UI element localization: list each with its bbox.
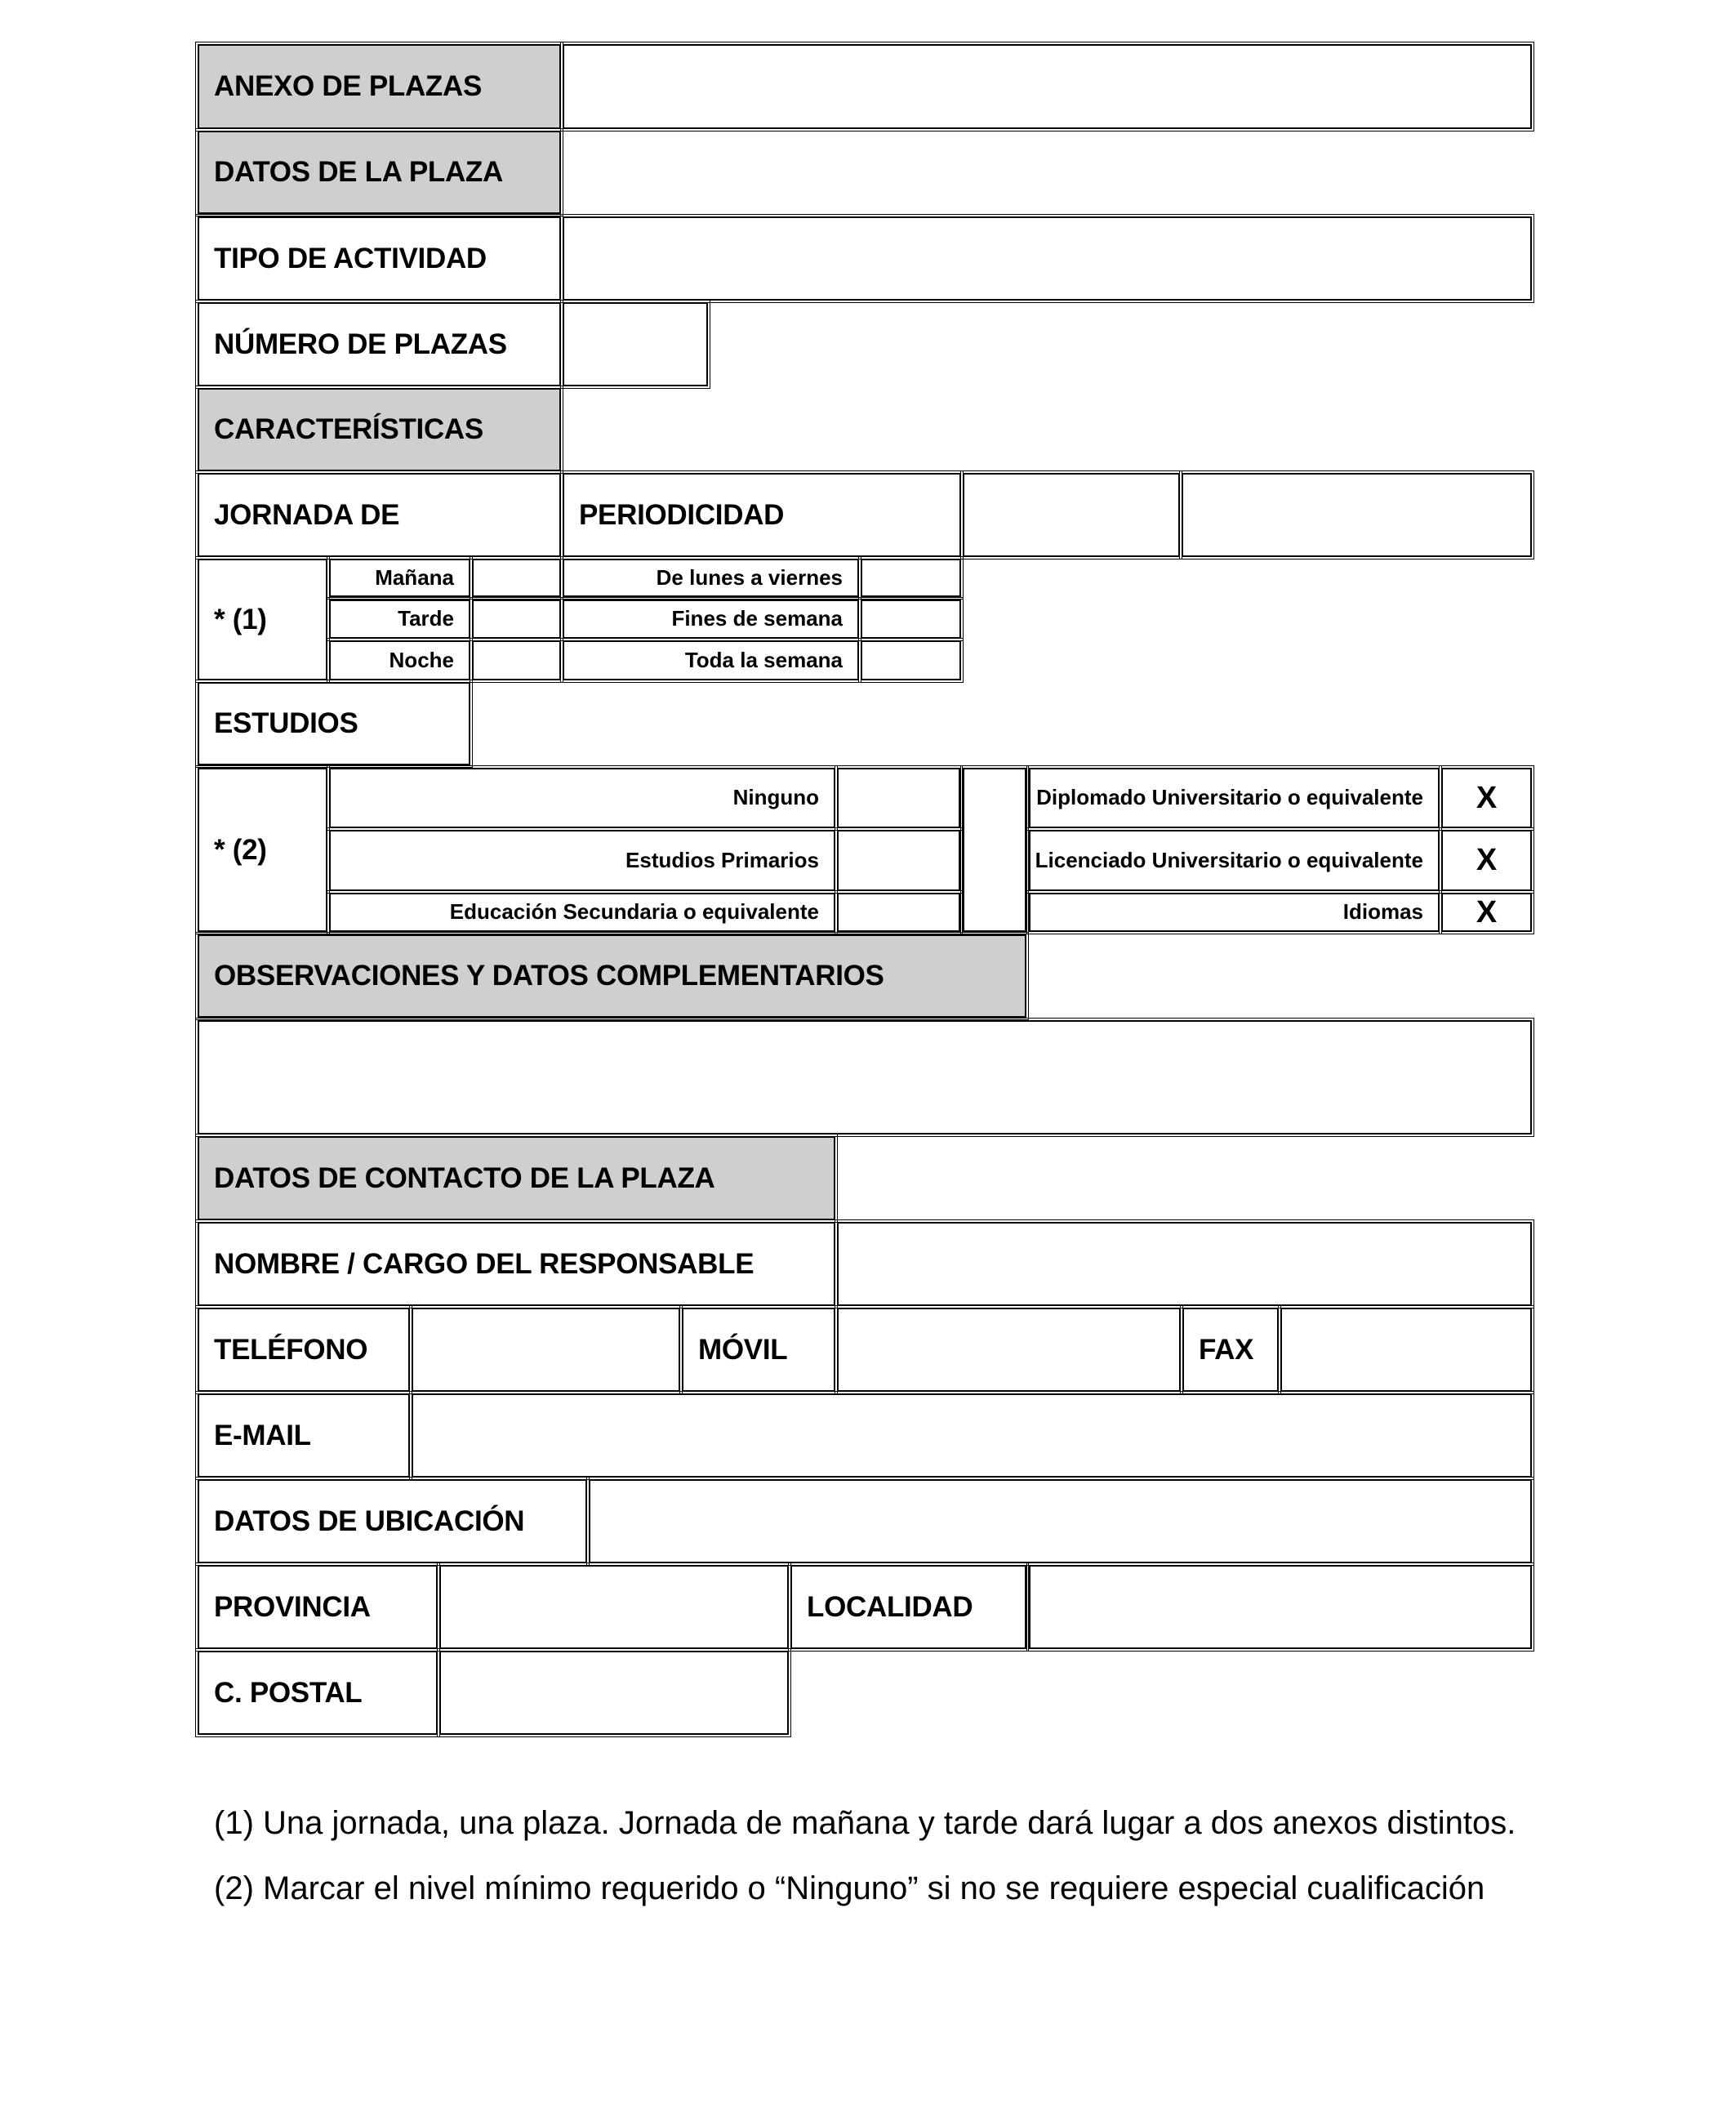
estudios-mark-licenciado[interactable]: X [1441,830,1532,891]
estudios-option-diplomado: Diplomado Universitario o equivalente [1029,768,1440,828]
estudios-option-primarios: Estudios Primarios [329,830,835,891]
localidad-label: LOCALIDAD [790,1565,1026,1649]
fax-field[interactable] [1280,1308,1532,1392]
jornada-option-manana: Mañana [329,559,470,597]
datos-plaza-label: DATOS DE LA PLAZA [198,131,561,214]
numero-plazas-field[interactable] [563,302,708,386]
periodicidad-label: PERIODICIDAD [563,473,961,557]
contacto-label: DATOS DE CONTACTO DE LA PLAZA [198,1136,835,1220]
estudios-spacer [963,768,1026,932]
estudios-marker: * (2) [198,768,327,932]
jornada-label: JORNADA DE [198,473,561,557]
periodicidad-checkbox-toda-semana[interactable] [861,640,961,680]
periodicidad-checkbox-fines-semana[interactable] [861,600,961,639]
estudios-label: ESTUDIOS [198,682,470,765]
email-field[interactable] [412,1393,1532,1478]
tipo-actividad-label: TIPO DE ACTIVIDAD [198,216,561,301]
responsable-label: NOMBRE / CARGO DEL RESPONSABLE [198,1222,835,1306]
periodicidad-option-lunes-viernes: De lunes a viernes [563,559,859,597]
periodicidad-option-toda-semana: Toda la semana [563,640,859,680]
estudios-option-ninguno: Ninguno [329,768,835,828]
jornada-checkbox-tarde[interactable] [472,600,561,639]
jornada-checkbox-noche[interactable] [472,640,561,680]
localidad-field[interactable] [1029,1565,1532,1649]
horario-label [963,473,1180,557]
jornada-marker: * (1) [198,559,327,680]
periodicidad-option-fines-semana: Fines de semana [563,600,859,639]
responsable-field[interactable] [837,1222,1532,1306]
footnote-2: (2) Marcar el nivel mínimo requerido o “Ninguno” si no se requiere especial cualificación [214,1870,1485,1906]
jornada-checkbox-manana[interactable] [472,559,561,597]
telefono-field[interactable] [412,1308,680,1392]
estudios-checkbox-secundaria[interactable] [837,893,960,932]
email-label: E-MAIL [198,1393,410,1478]
jornada-option-tarde: Tarde [329,600,470,639]
fax-label: FAX [1182,1308,1279,1392]
provincia-label: PROVINCIA [198,1565,438,1649]
estudios-option-licenciado: Licenciado Universitario o equivalente [1029,830,1440,891]
telefono-label: TELÉFONO [198,1308,410,1392]
estudios-option-secundaria: Educación Secundaria o equivalente [329,893,835,932]
caracteristicas-label: CARACTERÍSTICAS [198,388,561,471]
estudios-checkbox-ninguno[interactable] [837,768,960,828]
estudios-checkbox-primarios[interactable] [837,830,960,891]
ubicacion-field[interactable] [589,1479,1532,1563]
estudios-mark-idiomas[interactable]: X [1441,893,1532,932]
footnote-1: (1) Una jornada, una plaza. Jornada de mañana y tarde dará lugar a dos anexos distintos. [214,1805,1516,1841]
periodicidad-checkbox-lunes-viernes[interactable] [861,559,961,597]
movil-label: MÓVIL [682,1308,835,1392]
anexo-field[interactable] [563,44,1532,129]
observaciones-field[interactable] [198,1020,1532,1135]
jornada-option-noche: Noche [329,640,470,680]
movil-field[interactable] [837,1308,1181,1392]
estudios-mark-diplomado[interactable]: X [1441,768,1532,828]
anexo-label: ANEXO DE PLAZAS [198,44,561,129]
estudios-option-idiomas: Idiomas [1029,893,1440,932]
observaciones-label: OBSERVACIONES Y DATOS COMPLEMENTARIOS [198,934,1026,1018]
horario-field[interactable] [1182,473,1532,557]
tipo-actividad-field[interactable] [563,216,1532,301]
numero-plazas-label: NÚMERO DE PLAZAS [198,302,561,386]
ubicacion-label: DATOS DE UBICACIÓN [198,1479,587,1563]
provincia-field[interactable] [439,1565,789,1649]
cpostal-field[interactable] [439,1651,789,1735]
cpostal-label: C. POSTAL [198,1651,438,1735]
